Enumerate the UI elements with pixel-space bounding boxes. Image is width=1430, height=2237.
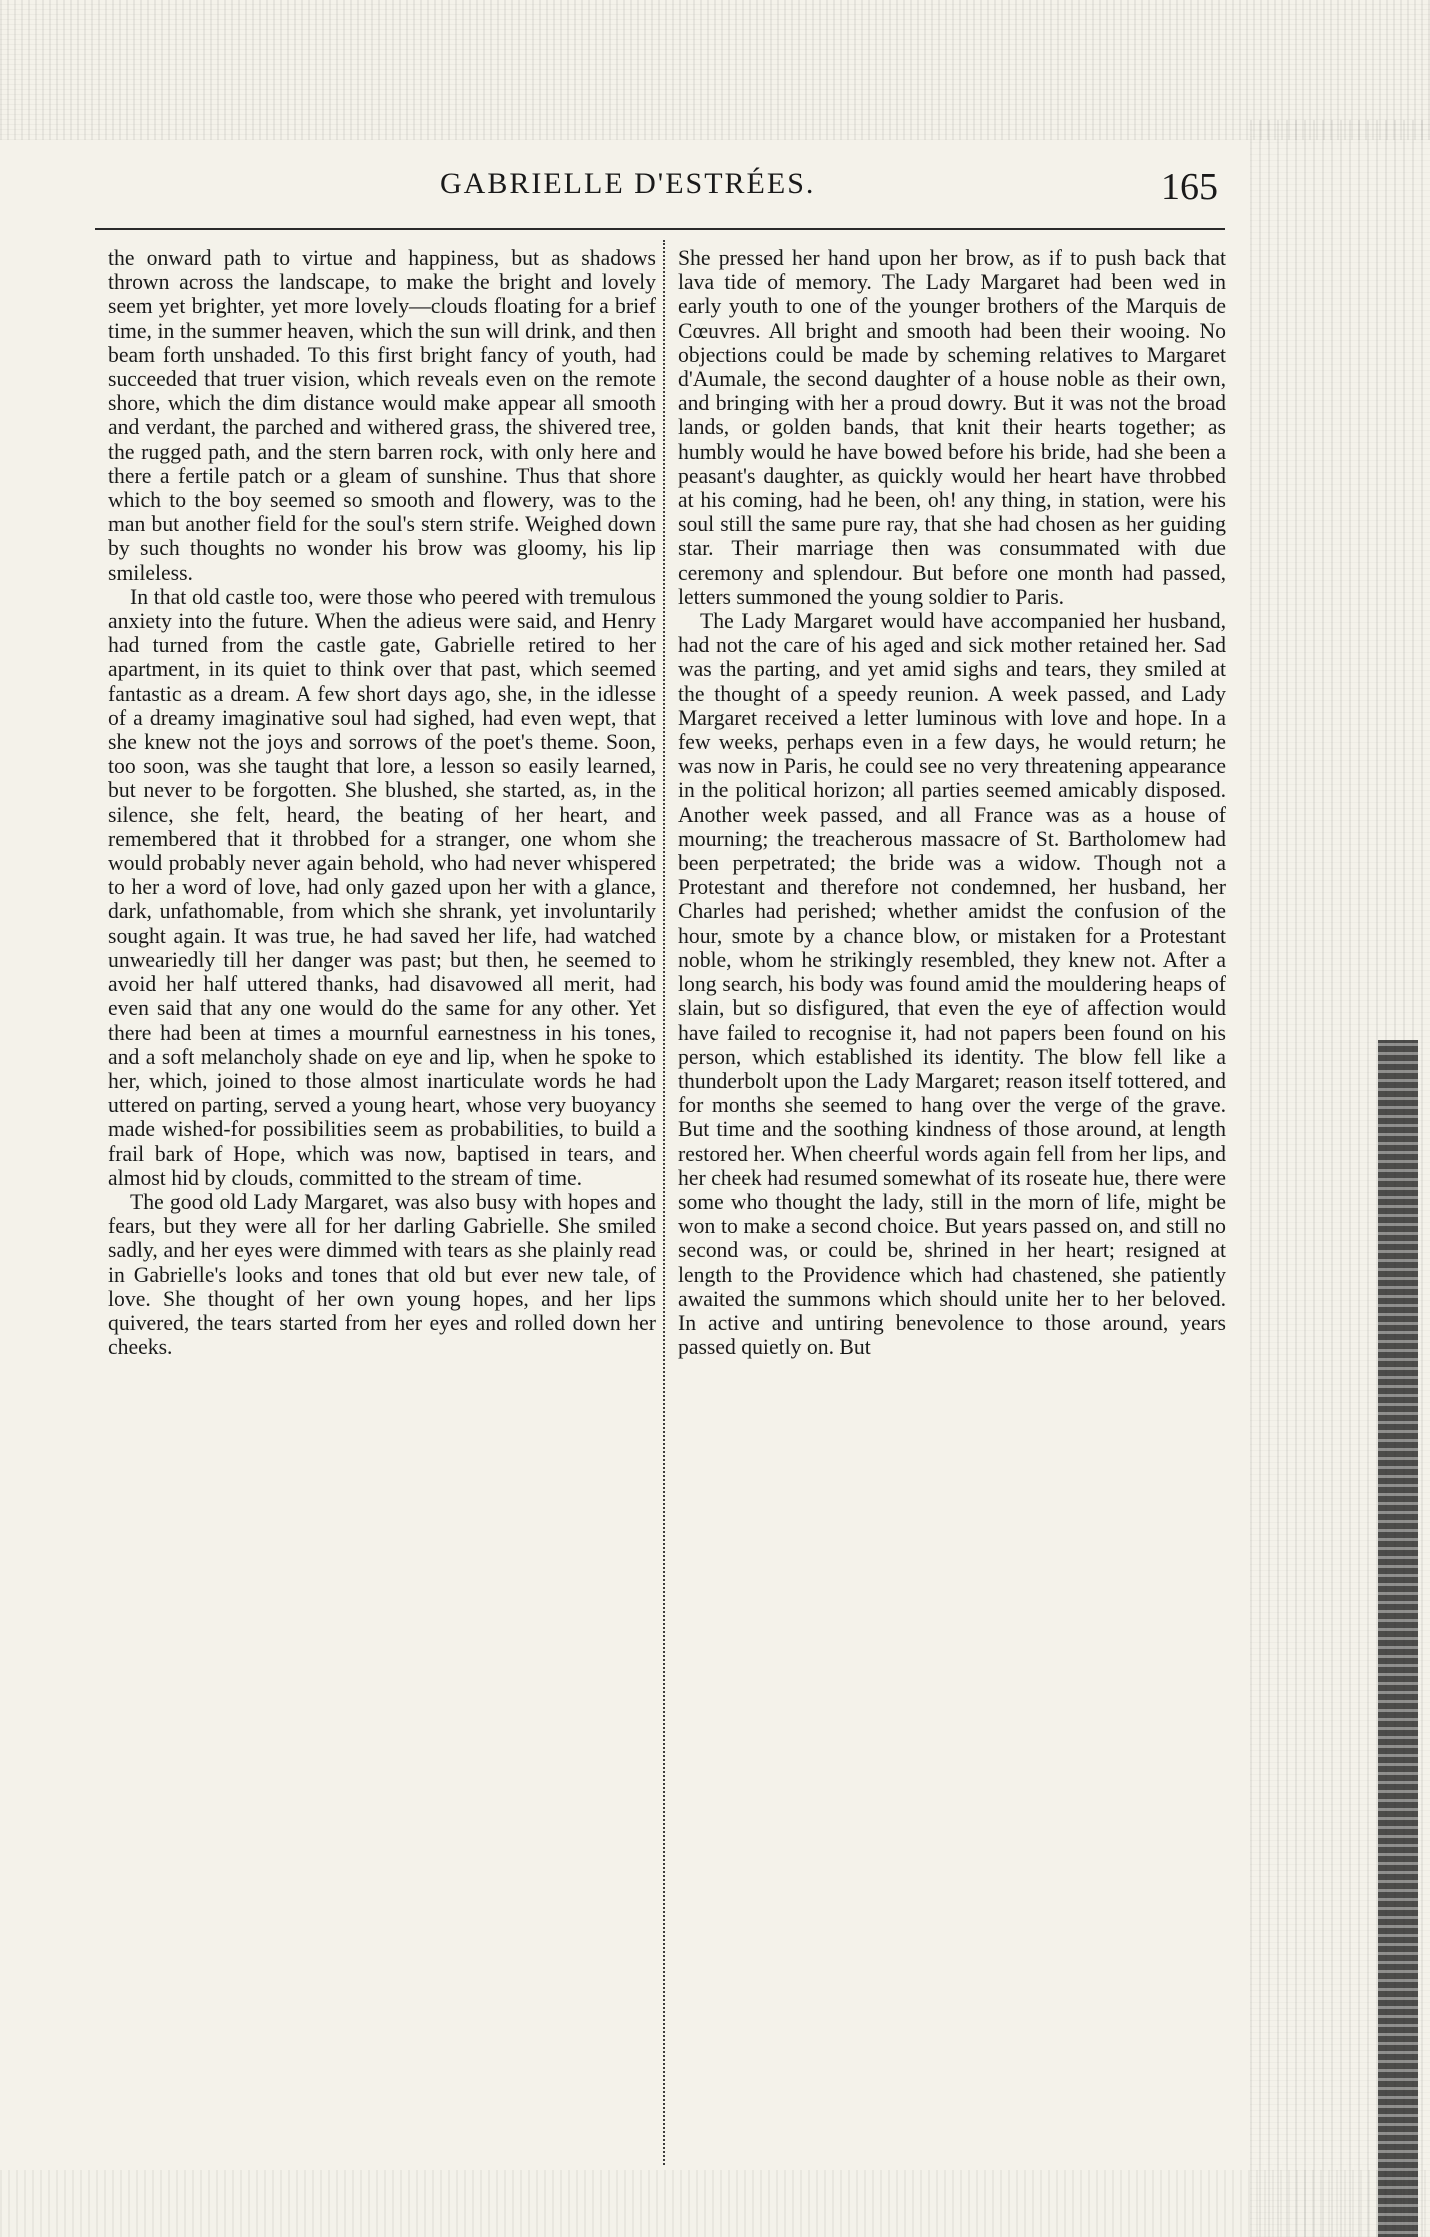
column-divider <box>663 240 665 2165</box>
paragraph: the onward path to virtue and happiness, but as shadows thrown across the landscape, to make the bright and lovely seem yet brighter, yet more lovely—clouds floating for a brief time, in the summer heaven, which the sun will drink, and then beam forth unshaded. To this first bright fancy of youth, had succeeded that truer vision, which reveals even on the remote shore, which the dim distance would make appear all smooth and verdant, the parched and withered grass, the shivered tree, the rugged path, and the stern barren rock, with only here and there a fertile patch or a gleam of sunshine. Thus that shore which to the boy seemed so smooth and flowery, was to the man but another field for the soul's stern strife. Weighed down by such thoughts no wonder his brow was gloomy, his lip smileless. <box>108 246 656 585</box>
scan-noise-bottom <box>0 2170 1430 2237</box>
scan-noise-top <box>0 0 1430 140</box>
paragraph: The good old Lady Margaret, was also busy with hopes and fears, but they were all for her darling Gabrielle. She smiled sadly, and her eyes were dimmed with tears as she plainly read in Gabrielle's looks and tones that old but ever new tale, of love. She thought of her own young hopes, and her lips quivered, the tears started from her eyes and rolled down her cheeks. <box>108 1189 656 1360</box>
paragraph: She pressed her hand upon her brow, as if to push back that lava tide of memory. The Lady Margaret had been wed in early youth to one of the younger brothers of the Marquis de Cœuvres. All bright and smooth had been their wooing. No objections could be made by scheming relatives to Margaret d'Aumale, the second daughter of a house noble as their own, and bringing with her a proud dowry. But it was not the broad lands, or golden bands, that knit their hearts together; as humbly would he have bowed before his bride, had she been a peasant's daughter, as quickly would her heart have throbbed at his coming, had he been, oh! any thing, in station, were his soul still the same pure ray, that she had chosen as her guiding star. Their marriage then was consummated with due ceremony and splendour. But before one month had passed, letters summoned the young soldier to Paris. <box>678 246 1226 609</box>
page-number: 165 <box>1161 166 1218 208</box>
paragraph: In that old castle too, were those who peered with tremulous anxiety into the future. When the adieus were said, and Henry had turned from the castle gate, Gabrielle retired to her apartment, in its quiet to think over that past, which seemed fantastic as a dream. A few short days ago, she, in the idlesse of a dreamy imaginative soul had sighed, had even wept, that she knew not the joys and sorrows of the poet's theme. Soon, too soon, was she taught that lore, a lesson so easily learned, but never to be forgotten. She blushed, she started, as, in the silence, she felt, heard, the beating of her heart, and remembered that it throbbed for a stranger, one whom she would probably never again behold, who had never whispered to her a word of love, had only gazed upon her with a glance, dark, unfathomable, from which she shrank, yet involuntarily sought again. It was true, he had saved her life, had watched unweariedly till her danger was past; but then, he seemed to avoid her half uttered thanks, had disavowed all merit, had even said that any one would do the same for any other. Yet there had been at times a mournful earnestness in his tones, and a soft melancholy shade on eye and lip, when he spoke to her, which, joined to those almost inarticulate words he had uttered on parting, served a young heart, whose very buoyancy made wished-for possibilities seem as probabilities, to build a frail bark of Hope, which was now, baptised in tears, and almost hid by clouds, committed to the stream of time. <box>108 584 656 1190</box>
page-header <box>440 165 1240 215</box>
running-head: GABRIELLE D'ESTRÉES. <box>440 167 816 200</box>
binding-edge <box>1378 1040 1418 2237</box>
paragraph: The Lady Margaret would have accompanied her husband, had not the care of his aged and sick mother retained her. Sad was the parting, and yet amid sighs and tears, they smiled at the thought of a speedy reunion. A week passed, and Lady Margaret received a letter luminous with love and hope. In a few weeks, perhaps even in a few days, he would return; he was now in Paris, he could see no very threatening appearance in the political horizon; all parties seemed amicably disposed. Another week passed, and all France was as a house of mourning; the treacherous massacre of St. Bartholomew had been perpetrated; the bride was a widow. Though not a Protestant and therefore not condemned, her husband, her Charles had perished; whether amidst the confusion of the hour, smote by a chance blow, or mistaken for a Protestant noble, whom he strikingly resembled, they knew not. After a long search, his body was found amid the mouldering heaps of slain, but so disfigured, that even the eye of affection would have failed to recognise it, had not papers been found on his person, which established its identity. The blow fell like a thunderbolt upon the Lady Margaret; reason itself tottered, and for months she seemed to hang over the verge of the grave. But time and the soothing kindness of those around, at length restored her. When cheerful words again fell from her lips, and her cheek had resumed somewhat of its roseate hue, there were some who thought the lady, still in the morn of life, might be won to make a second choice. But years passed on, and still no second was, or could be, shrined in her heart; resigned at length to the Providence which had chastened, she patiently awaited the summons which should unite her to her beloved. In active and untiring benevolence to those around, years passed quietly on. But <box>678 609 1226 1360</box>
header-rule <box>95 228 1225 230</box>
left-column <box>108 246 656 2161</box>
right-column <box>678 246 1226 2161</box>
